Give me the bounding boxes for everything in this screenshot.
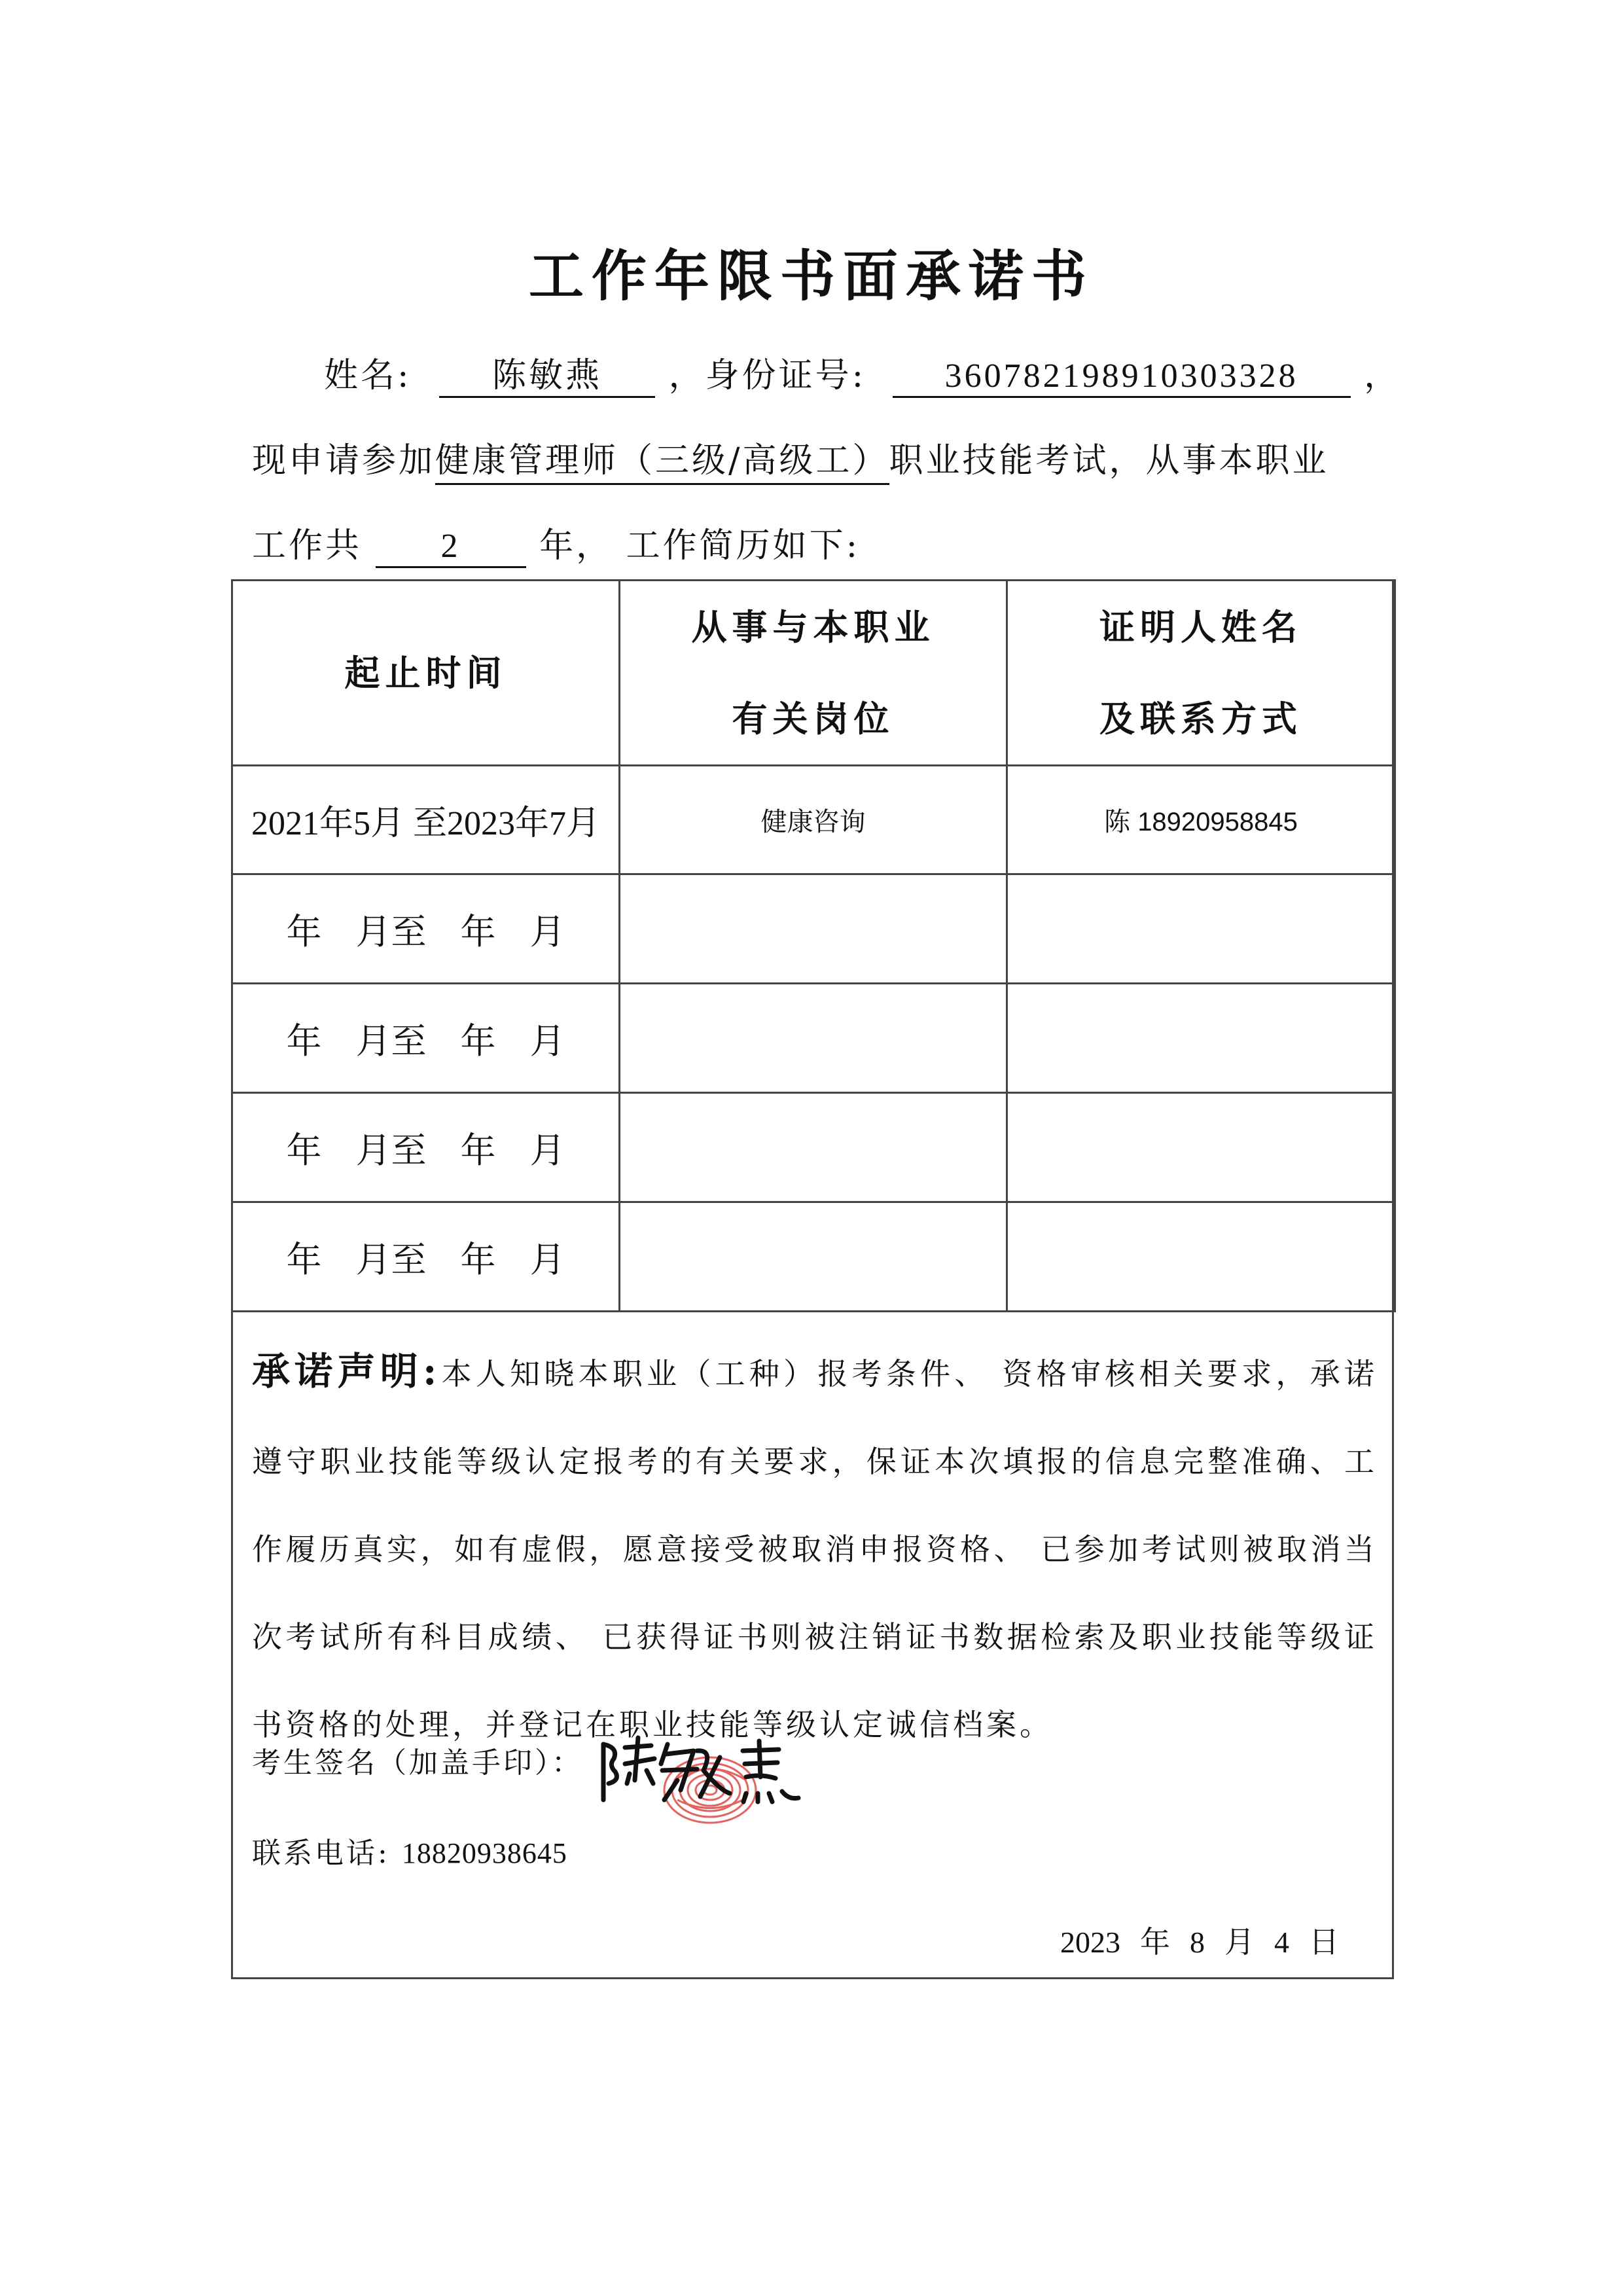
period-cell: 2021年5月 至2023年7月 xyxy=(232,766,620,874)
header-reference-line1: 证明人姓名 xyxy=(1099,606,1302,648)
signing-date xyxy=(1060,1928,1339,1958)
years-field: 2 xyxy=(376,529,526,568)
declaration-paragraph xyxy=(252,1327,1378,1768)
handwritten-signature-with-fingerprint xyxy=(589,1718,812,1829)
period-cell-empty: 年 月至 年 月 xyxy=(232,1202,620,1312)
name-id-line xyxy=(324,356,1401,398)
table-row-empty xyxy=(232,984,1395,1093)
date-month: 8 xyxy=(1190,1926,1205,1959)
table-row-empty xyxy=(232,874,1395,984)
id-number-field: 360782198910303328 xyxy=(893,359,1351,398)
period-cell-empty: 年 月至 年 月 xyxy=(232,984,620,1093)
position-cell-empty xyxy=(620,874,1007,984)
table-row xyxy=(232,766,1395,874)
reference-cell-empty xyxy=(1007,984,1395,1093)
years-line xyxy=(252,526,861,568)
reference-cell-empty xyxy=(1007,874,1395,984)
id-comma: ， xyxy=(1364,356,1401,395)
occupation-field: 健康管理师（三级/高级工） xyxy=(435,441,889,485)
years-prefix: 工作共 xyxy=(252,526,363,565)
apply-prefix: 现申请参加 xyxy=(252,441,436,480)
name-field: 陈敏燕 xyxy=(439,359,655,398)
declaration-text: 本人知晓本职业（工种）报考条件、 资格审核相关要求，承诺遵守职业技能等级认定报考的有关要求，保证本次填报的信息完整准确、工作履历真实，如有虚假，愿意接受被取消申报资格、 已参加考试则被取消当次考试所有科目成绩、 已获得证书则被注销证书数据检索及职业技能等级证书资格的处理，并登记在职业技能等级认定诚信档案。 xyxy=(252,1356,1378,1742)
phone-label: 联系电话: xyxy=(252,1837,390,1870)
period-cell-empty: 年 月至 年 月 xyxy=(232,874,620,984)
id-label: ，身份证号: xyxy=(668,356,866,395)
reference-cell-empty xyxy=(1007,1093,1395,1202)
position-cell-empty xyxy=(620,984,1007,1093)
signature-label: 考生签名（加盖手印）： xyxy=(252,1746,583,1780)
position-cell: 健康咨询 xyxy=(620,766,1007,874)
name-label: 姓名: xyxy=(324,356,412,395)
header-reference xyxy=(1007,581,1395,766)
date-year: 2023 xyxy=(1060,1926,1120,1959)
apply-suffix: 职业技能考试，从事本职业 xyxy=(889,441,1329,480)
date-year-label: 年 xyxy=(1140,1926,1170,1959)
page-title: 工作年限书面承诺书 xyxy=(528,243,1094,308)
date-month-label: 月 xyxy=(1224,1926,1255,1959)
period-cell-empty: 年 月至 年 月 xyxy=(232,1093,620,1202)
header-position-line2: 有关岗位 xyxy=(732,698,895,740)
header-time: 起止时间 xyxy=(232,581,620,766)
years-suffix: 年， 工作简历如下: xyxy=(539,526,861,565)
header-reference-line2: 及联系方式 xyxy=(1099,698,1302,740)
position-cell-empty xyxy=(620,1202,1007,1312)
position-cell-empty xyxy=(620,1093,1007,1202)
declaration-heading: 承诺声明: xyxy=(252,1349,441,1393)
date-day-label: 日 xyxy=(1309,1926,1339,1959)
reference-cell: 陈 18920958845 xyxy=(1007,766,1395,874)
header-position xyxy=(620,581,1007,766)
reference-cell-empty xyxy=(1007,1202,1395,1312)
table-header-row xyxy=(232,581,1395,766)
date-day: 4 xyxy=(1274,1926,1289,1959)
work-history-table xyxy=(231,579,1396,1312)
phone-number: 18820938645 xyxy=(401,1837,567,1869)
fingerprint-stamp xyxy=(664,1757,756,1823)
table-row-empty xyxy=(232,1093,1395,1202)
application-line xyxy=(252,441,1329,480)
header-position-line1: 从事与本职业 xyxy=(691,606,935,648)
phone-line xyxy=(252,1839,567,1868)
table-row-empty xyxy=(232,1202,1395,1312)
